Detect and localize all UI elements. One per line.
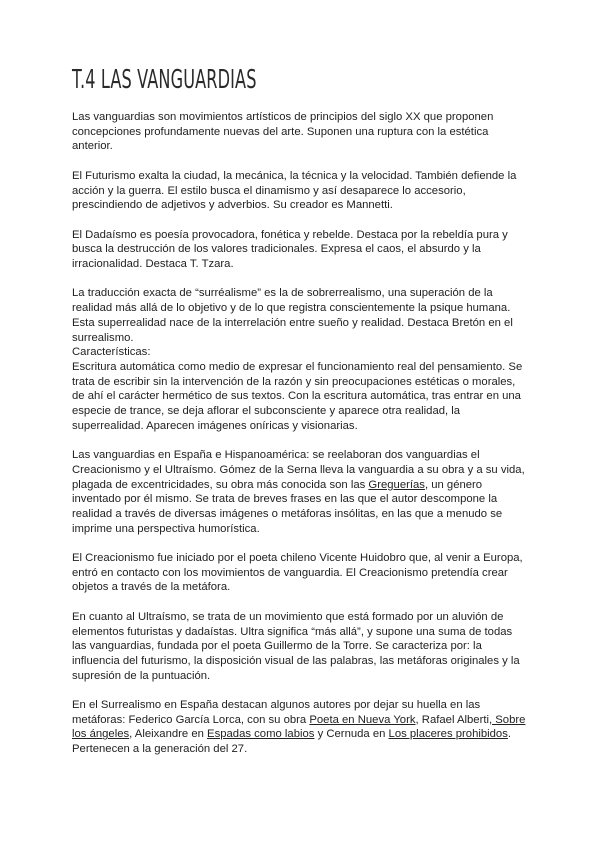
greguerias-title: Greguerías: [368, 478, 425, 491]
document-page: [72, 64, 528, 772]
paragraph-surrealismo-espana: [72, 698, 528, 757]
text-run: , Aleixandre en: [129, 728, 208, 741]
caracteristicas-heading: Características:: [72, 346, 151, 359]
work-title-espadas-como-labios: Espadas como labios: [207, 728, 315, 741]
text-run: y Cernuda en: [314, 728, 389, 741]
caracteristicas-body: Escritura automática como medio de expresar el funcionamiento real del pensamiento. Se trata de escribir sin la intervención de la razón y sin preocupaciones estéticas o morales, de ahí el carácter hermético de sus textos. Con la escritura automática, tras entrar en una especie de trance, se deja aflorar el subconsciente y aparece otra realidad, la superrealidad. Aparecen imágenes oníricas y visionarias.: [72, 360, 523, 432]
paragraph-ultraismo: En cuanto al Ultraísmo, se trata de un movimiento que está formado por un aluvión de elementos futuristas y dadaístas. Ultra significa “más allá”, y supone una suma de todas las vanguardias, fundada por el poeta Guillermo de la Torre. Se caracteriza por: la influencia del futurismo, la disposición visual de las palabras, las metáforas originales y la supresión de la puntuación.: [72, 610, 520, 682]
page-title: T.4 LAS VANGUARDIAS: [72, 65, 257, 95]
work-title-poeta-en-nueva-york: Poeta en Nueva York: [309, 713, 416, 726]
text-run: Las vanguardias en España e Hispanoamérica: se reelaboran dos vanguardias el Creacionismo y el Ultraísmo. Gómez de la Serna lleva la vanguardia a su obra y a su vida, plagada de excentricidades, su obra más conocida son las: [72, 449, 525, 491]
paragraph-dadaismo: El Dadaísmo es poesía provocadora, fonética y rebelde. Destaca por la rebeldía pura y busca la destrucción de los valores tradicionales. Expresa el caos, el absurdo y la irracionalidad. Destaca T. Tzara.: [72, 228, 508, 270]
work-title-sobre-los-angeles: , Sobre los ángeles: [72, 713, 526, 741]
surrealismo-intro: La traducción exacta de “surréalisme” es la de sobrerrealismo, una superación de la realidad más allá de lo objetivo y de lo que registra conscientemente la psique humana. Esta superrealidad nace de la interrelación entre sueño y realidad. Destaca Bretón en el surrealismo.: [72, 287, 513, 344]
paragraph-intro: Las vanguardias son movimientos artísticos de principios del siglo XX que proponen concepciones profundamente nuevas del arte. Suponen una ruptura con la estética anterior.: [72, 111, 494, 153]
paragraph-creacionismo: El Creacionismo fue iniciado por el poeta chileno Vicente Huidobro que, al venir a Europa, entró en contacto con los movimientos de vanguardia. El Creacionismo pretendía crear objetos a través de la metáfora.: [72, 552, 523, 594]
text-run: , un género inventado por él mismo. Se trata de breves frases en las que el autor descompone la realidad a través de diversas imágenes o metáforas insólitas, en las que a menudo se imprime una perspectiva humorística.: [72, 478, 503, 535]
text-run: En el Surrealismo en España destacan algunos autores por dejar su huella en las metáforas: Federico García Lorca, con su obra: [72, 699, 481, 726]
text-run: . Pertenecen a la generación del 27.: [72, 728, 512, 756]
paragraph-vanguardias-espana: [72, 448, 528, 536]
paragraph-surrealismo: [72, 286, 528, 433]
paragraph-futurismo: El Futurismo exalta la ciudad, la mecánica, la técnica y la velocidad. También defiende la acción y la guerra. El estilo busca el dinamismo y así desaparece lo accesorio, prescindiendo de adjetivos y adverbios. Su creador es Mannetti.: [72, 169, 517, 212]
work-title-los-placeres-prohibidos: Los placeres prohibidos: [388, 728, 508, 741]
text-run: , Rafael Alberti: [415, 713, 489, 726]
